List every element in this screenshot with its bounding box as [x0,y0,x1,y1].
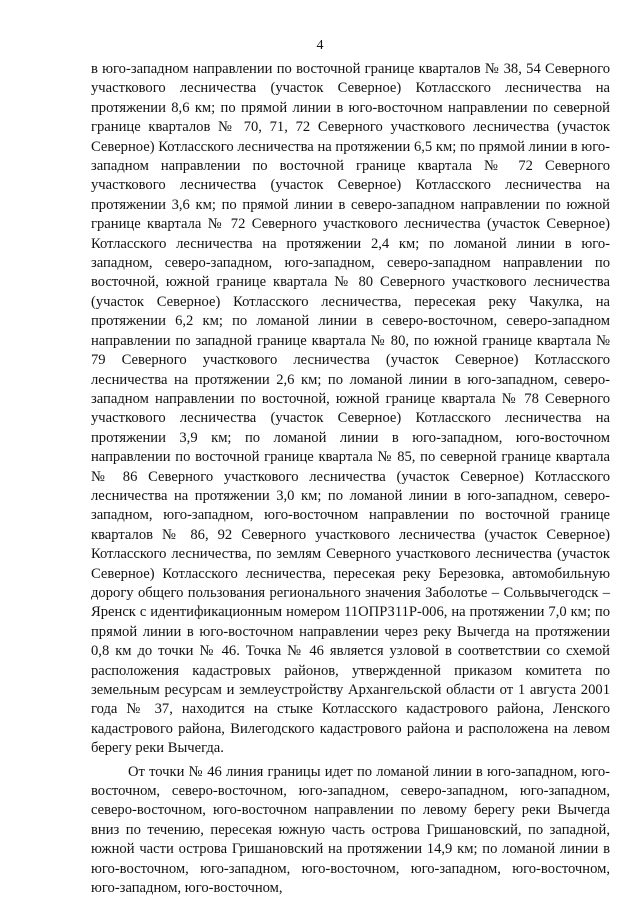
paragraph-boundary-description: в юго-западном направлении по восточной границе кварталов № 38, 54 Северного участкового лесничества (участок Северное) Котласского лесничества на протяжении 8,6 км; по прямой линии в юго-восточном направлении по северной границе кварталов № 70, 71, 72 Северного участкового лесничества (участок Северное) Котласского лесничества на протяжении 6,5 км; по прямой линии в юго-западном направлении по восточной границе квартала № 72 Северного участкового лесничества (участок Северное) Котласского лесничества на протяжении 3,6 км; по прямой линии в северо-западном направлении по южной границе квартала № 72 Северного участкового лесничества (участок Северное) Котласского лесничества на протяжении 2,4 км; по ломаной линии в юго-западном, северо-западном, юго-западном, северо-западном направлении по восточной, южной границе квартала № 80 Северного участкового лесничества (участок Северное) Котласского лесничества, пересекая реку Чакулка, на протяжении 6,2 км; по ломаной линии в северо-восточном, северо-западном направлении по западной границе квартала № 80, по южной границе квартала № 79 Северного участкового лесничества (участок Северное) Котласского лесничества на протяжении 2,6 км; по ломаной линии в юго-западном, северо-западном направлении по восточной, южной границе квартала № 78 Северного участкового лесничества (участок Северное) Котласского лесничества на протяжении 3,9 км; по ломаной линии в юго-западном, юго-восточном направлении по восточной границе квартала № 85, по северной границе квартала № 86 Северного участкового лесничества (участок Северное) Котласского лесничества на протяжении 3,0 км; по ломаной линии в юго-западном, северо-западном, юго-западном, юго-восточном направлении по восточной границе кварталов № 86, 92 Северного участкового лесничества (участок Северное) Котласского лесничества, по землям Северного участкового лесничества (участок Северное) Котласского лесничества, пересекая реку Березовка, автомобильную дорогу общего пользования регионального значения Заболотье – Сольвычегодск – Яренск с идентификационным номером 11ОПРЗ11Р-006, на протяжении 7,0 км; по прямой линии в юго-восточном направлении через реку Вычегда на протяжении 0,8 км до точки № 46. Точка № 46 является узловой в соответствии со схемой расположения кадастровых районов, утвержденной приказом комитета по земельным ресурсам и землеустройству Архангельской области от 1 августа 2001 года № 37, находится на стыке Котласского кадастрового района, Ленского кадастрового района, Вилегодского кадастрового района и расположена на левом берегу реки Вычегда. [91,61,610,757]
document-body [91,60,610,898]
page-number: 4 [316,38,324,53]
paragraph-point-46-continuation: От точки № 46 линия границы идет по ломаной линии в юго-западном, юго-восточном, северо-восточном, юго-западном, северо-западном, юго-западном, северо-восточном, юго-восточном направлении по левому берегу реки Вычегда вниз по течению, пересекая южную часть острова Гришановский, по западной, южной части острова Гришановский на протяжении 14,9 км; по ломаной линии в юго-восточном, юго-западном, юго-восточном, юго-западном, юго-восточном, юго-западном, юго-восточном, [91,763,610,897]
